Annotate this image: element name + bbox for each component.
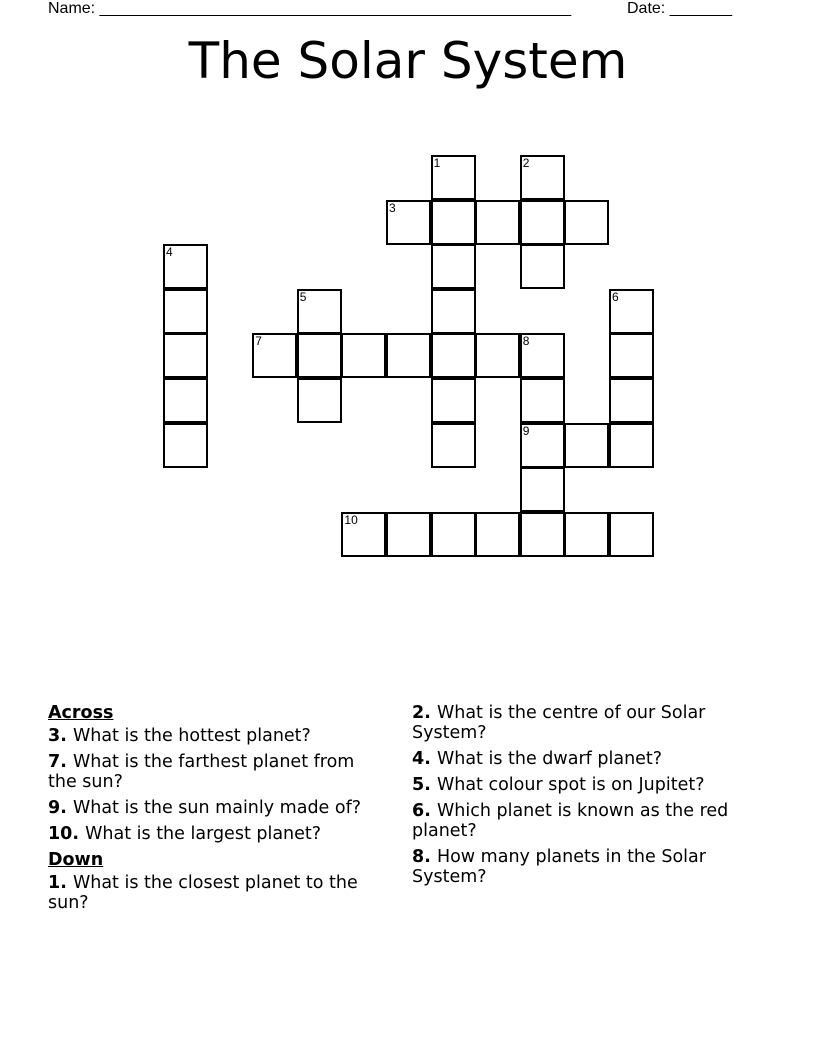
clue-text: What is the sun mainly made of? bbox=[72, 798, 362, 818]
clue-number: 10 bbox=[48, 824, 73, 844]
grid-cell[interactable] bbox=[609, 289, 654, 334]
clue-down-1: 1. What is the closest planet to the sun? bbox=[48, 873, 358, 913]
grid-cell[interactable] bbox=[564, 423, 609, 468]
clue-down-4: 4. What is the dwarf planet? bbox=[412, 749, 663, 769]
down-heading: Down bbox=[48, 850, 104, 870]
clue-number: 2 bbox=[412, 703, 425, 723]
grid-cell[interactable] bbox=[163, 378, 208, 423]
clue-number-label: 4 bbox=[166, 245, 173, 260]
clue-across-9: 9. What is the sun mainly made of? bbox=[48, 798, 362, 818]
grid-cell[interactable] bbox=[520, 467, 565, 512]
clue-text: What is the hottest planet? bbox=[72, 726, 311, 746]
grid-cell[interactable] bbox=[431, 289, 476, 334]
clue-across-3: 3. What is the hottest planet? bbox=[48, 726, 311, 746]
grid-cell[interactable] bbox=[520, 200, 565, 245]
grid-cell[interactable] bbox=[609, 378, 654, 423]
grid-cell[interactable] bbox=[431, 244, 476, 289]
clue-text: Which planet is known as the red planet? bbox=[412, 801, 729, 841]
grid-cell[interactable] bbox=[475, 200, 520, 245]
clue-number: 7 bbox=[48, 752, 61, 772]
clue-number-label: 6 bbox=[612, 289, 619, 304]
clue-number: 3 bbox=[48, 726, 61, 746]
clue-number-label: 7 bbox=[255, 334, 262, 349]
clue-text: How many planets in the Solar System? bbox=[412, 847, 706, 887]
grid-cell[interactable] bbox=[163, 289, 208, 334]
grid-cell[interactable] bbox=[431, 333, 476, 378]
clue-number: 5 bbox=[412, 775, 425, 795]
grid-cell[interactable] bbox=[163, 333, 208, 378]
clue-down-8: 8. How many planets in the Solar System? bbox=[412, 847, 706, 887]
clue-number-label: 5 bbox=[299, 289, 307, 304]
clue-across-7: 7. What is the farthest planet from the sun? bbox=[48, 752, 355, 792]
grid-cell[interactable] bbox=[564, 512, 609, 557]
grid-cell[interactable] bbox=[341, 512, 386, 557]
clues-column-right bbox=[412, 703, 742, 893]
clue-number-label: 1 bbox=[433, 156, 441, 170]
grid-cell[interactable] bbox=[386, 512, 431, 557]
grid-cell[interactable] bbox=[520, 512, 565, 557]
grid-cell[interactable] bbox=[386, 333, 431, 378]
grid-cell[interactable] bbox=[564, 200, 609, 245]
grid-cell[interactable] bbox=[163, 423, 208, 468]
clue-number-label: 10 bbox=[344, 512, 358, 527]
grid-cell[interactable] bbox=[431, 378, 476, 423]
grid-cell[interactable] bbox=[609, 423, 654, 468]
grid-cell[interactable] bbox=[297, 289, 342, 334]
grid-cell[interactable] bbox=[431, 155, 476, 200]
grid-cell[interactable] bbox=[520, 333, 565, 378]
grid-cell[interactable] bbox=[341, 333, 386, 378]
grid-cell[interactable] bbox=[609, 512, 654, 557]
grid-cell[interactable] bbox=[252, 333, 297, 378]
clue-number: 1 bbox=[48, 873, 61, 893]
page-title: The Solar System bbox=[188, 32, 628, 90]
clue-down-5: 5. What colour spot is on Jupitet? bbox=[412, 775, 705, 795]
clue-down-2: 2. What is the centre of our Solar System? bbox=[412, 703, 706, 743]
date-line[interactable]: Date: _______ bbox=[627, 0, 732, 17]
grid-cell[interactable] bbox=[520, 244, 565, 289]
grid-cell[interactable] bbox=[520, 378, 565, 423]
clue-text: What colour spot is on Jupitet? bbox=[436, 775, 705, 795]
grid-cell[interactable] bbox=[297, 333, 342, 378]
grid-cell[interactable] bbox=[163, 244, 208, 289]
clue-text: What is the centre of our Solar System? bbox=[412, 703, 706, 743]
clue-text: What is the dwarf planet? bbox=[436, 749, 663, 769]
grid-cell[interactable] bbox=[297, 378, 342, 423]
clue-down-6: 6. Which planet is known as the red planet? bbox=[412, 801, 729, 841]
name-line[interactable]: Name: _____________________________________________________ bbox=[48, 0, 572, 17]
grid-cell[interactable] bbox=[431, 200, 476, 245]
clue-text: What is the closest planet to the sun? bbox=[48, 873, 358, 913]
clues-column-left bbox=[48, 703, 388, 919]
grid-cell[interactable] bbox=[431, 512, 476, 557]
clue-number: 8 bbox=[412, 847, 425, 867]
clue-across-10: 10. What is the largest planet? bbox=[48, 824, 322, 844]
clue-number: 4 bbox=[412, 749, 425, 769]
grid-cell[interactable] bbox=[475, 333, 520, 378]
grid-cell[interactable] bbox=[386, 200, 431, 245]
grid-cell[interactable] bbox=[520, 423, 565, 468]
clue-text: What is the largest planet? bbox=[85, 824, 322, 844]
grid-cell[interactable] bbox=[475, 512, 520, 557]
grid-cell[interactable] bbox=[431, 423, 476, 468]
clue-number-label: 8 bbox=[522, 334, 530, 349]
grid-cell[interactable] bbox=[520, 155, 565, 200]
clue-number: 6 bbox=[412, 801, 425, 821]
grid-cell[interactable] bbox=[609, 333, 654, 378]
clue-text: What is the farthest planet from the sun? bbox=[48, 752, 355, 792]
clue-number-label: 9 bbox=[522, 423, 530, 438]
clue-number: 9 bbox=[48, 798, 61, 818]
clue-number-label: 3 bbox=[389, 200, 396, 215]
across-heading: Across bbox=[48, 703, 114, 723]
clue-number-label: 2 bbox=[522, 156, 530, 170]
